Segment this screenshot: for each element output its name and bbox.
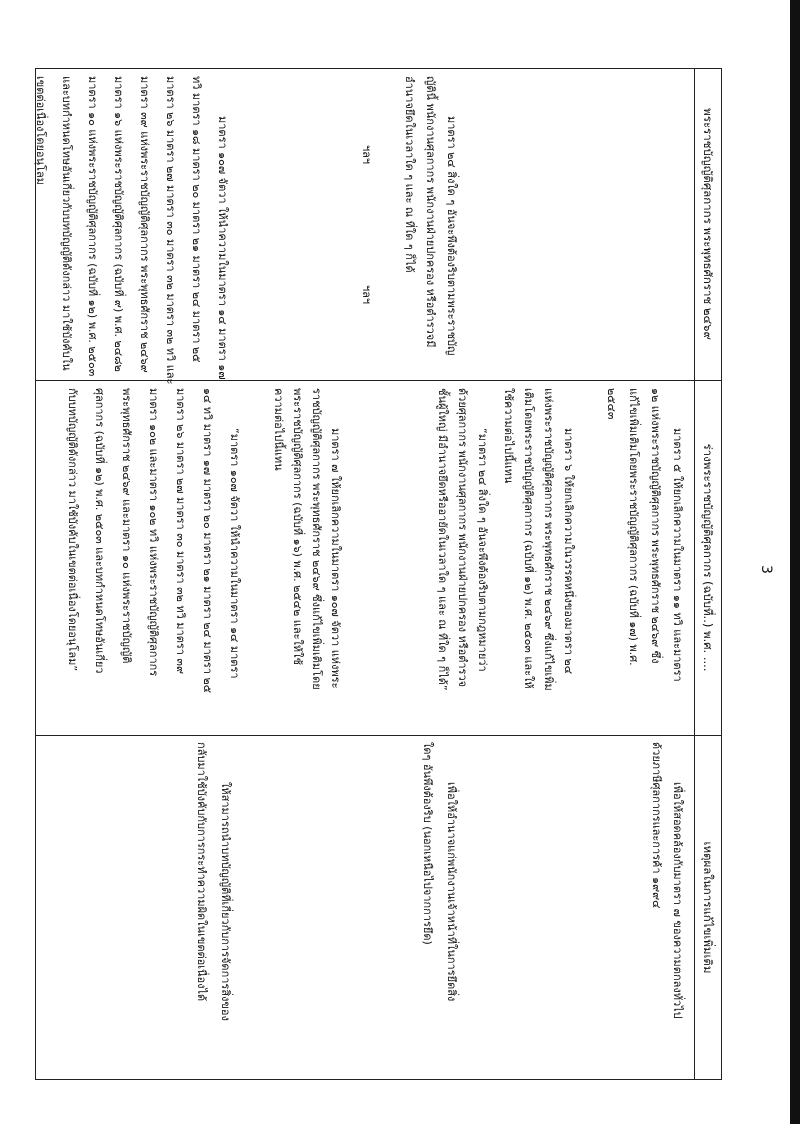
text-line: “มาตรา ๒๔ สิ่งใด ๆ อันจะพึงต้องริบตามกฎหมายว่า [476,428,489,672]
col2-section-7 [269,388,345,690]
text-line: กับบทบัญญัติดังกล่าว มาใช้บังคับในเขตต่อเนื่องโดยอนุโลม” [66,388,79,672]
col2-new-section-107 [59,388,248,693]
text-line: มาตรา ๖ ให้ยกเลิกความในวรรคหนึ่งของมาตรา ๒๔ [562,428,575,675]
text-line: ใช้ความต่อไปนี้แทน [502,388,515,484]
text-line: มาตรา ๗ ให้ยกเลิกความในมาตรา ๑๐๗ จัตวา แห่งพระ [329,428,342,689]
text-line: ความต่อไปนี้แทน [272,388,285,471]
text-line: ศุลกากร (ฉบับที่ ๑๒) พ.ศ. ๒๕๐๓ และบทกำหนดโทษอันเกี่ยว [93,388,106,674]
col2-section-6 [498,388,578,691]
text-line: ใดๆ อันพึงต้องริบ (นอกเหนือไปจากการยึด) [421,742,434,945]
text-line: เพื่อให้สอดคล้องกับมาตรา ๗ ของความตกลงทั่วไป [671,782,684,1019]
etc-mark: ฯลฯ [360,285,373,305]
text-line: ให้สามารถนำบทบัญญัติที่เกี่ยวกับการจัดการสิ่งของ [219,782,232,1021]
text-line: ด้วยภาษีศุลกากรและการค้า ๑๙๙๔ [650,742,663,909]
text-line: พระพุทธศักราช ๒๔๖๙ และมาตรา ๑๐ แห่งพระราชบัญญัติ [120,388,133,664]
text-line: มาตรา ๒๖ มาตรา ๒๗ มาตรา ๓๐ มาตรา ๓๒ ทวิ มาตรา ๓๙ [174,388,187,675]
col3-reason-3 [189,742,237,1021]
etc-mark: ฯลฯ [360,145,373,165]
text-line: กลับมาใช้บังคับกับการกระทำความผิดในเขตต่อเนื่องได้ [195,742,208,1002]
text-line: ราชบัญญัติศุลกากร พระพุทธศักราช ๒๔๖๙ ซึ่งแก้ไขเพิ่มเติมโดย [310,388,323,690]
text-line: แห่งพระราชบัญญัติศุลกากร พระพุทธศักราช ๒๔๖๙ ซึ่งแก้ไขเพิ่ม [542,388,555,691]
text-line: มาตรา ๑๐ แห่งพระราชบัญญัติศุลกากร (ฉบับที่ ๑๒) พ.ศ. ๒๕๐๓ [86,76,99,377]
text-line: มาตรา ๕ ให้ยกเลิกความในมาตรา ๑๑ ทวิ และมาตรา [671,428,684,682]
text-line: ญัตินี้ พนักงานศุลกากร พนักงานฝ่ายปกครอง หรือตำรวจมี [424,76,437,348]
col1-section-107 [27,76,235,384]
text-line: แก้ไขเพิ่มเติมโดยพระราชบัญญัติศุลกากร (ฉบับที่ ๑๗) พ.ศ. [627,388,640,666]
col3-reason-2 [415,742,463,1001]
text-line: อำนาจยึดในเวลาใด ๆ และ ณ ที่ใด ๆ ก็ได้ [403,76,416,273]
text-line: มาตรา ๒๖ มาตรา ๒๗ มาตรา ๓๐ มาตรา ๓๒ มาตรา ๓๒ ทวิ และ [164,76,177,385]
text-line: “มาตรา ๑๐๗ จัตวา ให้นำความในมาตรา ๑๔ มาตรา [228,428,241,679]
text-line: ๒๕๔๓ [605,388,618,420]
text-line: มาตรา ๒๔ สิ่งใด ๆ อันจะพึงต้องริบตามพระราชบัญ [445,116,458,356]
text-line: เขตต่อเนื่องโดยอนุโลม [34,76,47,185]
text-line: เพื่อให้อำนาจแก่พนักงานเจ้าหน้าที่ในการยึดสิ่ง [445,782,458,1002]
text-line: ๑๒ แห่งพระราชบัญญัติศุลกากร พระพุทธศักราช ๒๔๖๙ ซึ่ง [649,388,662,664]
header-current-law: พระราชบัญญัติศุลกากร พระพุทธศักราช ๒๔๖๙ [701,108,715,340]
text-line: มาตรา ๑๖ แห่งพระราชบัญญัติศุลกากร (ฉบับที่ ๙) พ.ศ. ๒๔๘๒ [112,76,125,372]
text-line: พระราชบัญญัติศุลกากร (ฉบับที่ ๑๖) พ.ศ. ๒๕๔๒ และให้ใช้ [291,388,304,665]
text-line: มาตรา ๓๙ แห่งพระราชบัญญัติศุลกากร พระพุทธศักราช ๒๔๖๙ [138,76,151,373]
text-line: ด้วยศุลกากร พนักงานศุลกากร พนักงานฝ่ายปกครอง หรือตำรวจ [456,388,469,688]
text-line: และบทกำหนดโทษอันเกี่ยวกับบทบัญญัติดังกล่าว มาใช้บังคับใน [60,76,73,371]
text-line: ชั้นผู้ใหญ่ มีอำนาจยึดหรืออายัดในเวลาใด ๆ และ ณ ที่ใด ๆ ก็ได้” [436,388,449,691]
text-line: ๑๔ ทวิ มาตรา ๑๗ มาตรา ๒๐ มาตรา ๒๑ มาตรา ๒๔ มาตรา ๒๕ [201,388,214,694]
header-divider [694,68,695,1080]
column-divider [35,735,722,736]
col1-section-24 [399,76,462,355]
text-line: ทวิ มาตรา ๑๘ มาตรา ๒๐ มาตรา ๒๑ มาตรา ๒๔ มาตรา ๒๕ [190,76,203,363]
header-reasons: เหตุผลในการแก้ไขเพิ่มเติม [701,841,715,974]
col2-new-section-24 [432,388,492,691]
col2-section-5 [600,388,688,682]
text-line: มาตรา ๑๐๒ และมาตรา ๑๐๒ ทวิ แห่งพระราชบัญญัติศุลกากร [147,388,160,677]
text-line: เติมโดยพระราชบัญญัติศุลกากร (ฉบับที่ ๑๒) พ.ศ. ๒๕๐๓ และให้ [522,388,535,689]
text-line: มาตรา ๑๐๗ จัตวา ให้นำความในมาตรา ๑๔ มาตรา ๑๗ [216,116,229,380]
page-number: 3 [758,565,774,574]
col3-reason-1 [646,742,688,1019]
header-draft-law: ร่างพระราชบัญญัติศุลกากร (ฉบับที่..) พ.ศ. .... [701,443,715,672]
